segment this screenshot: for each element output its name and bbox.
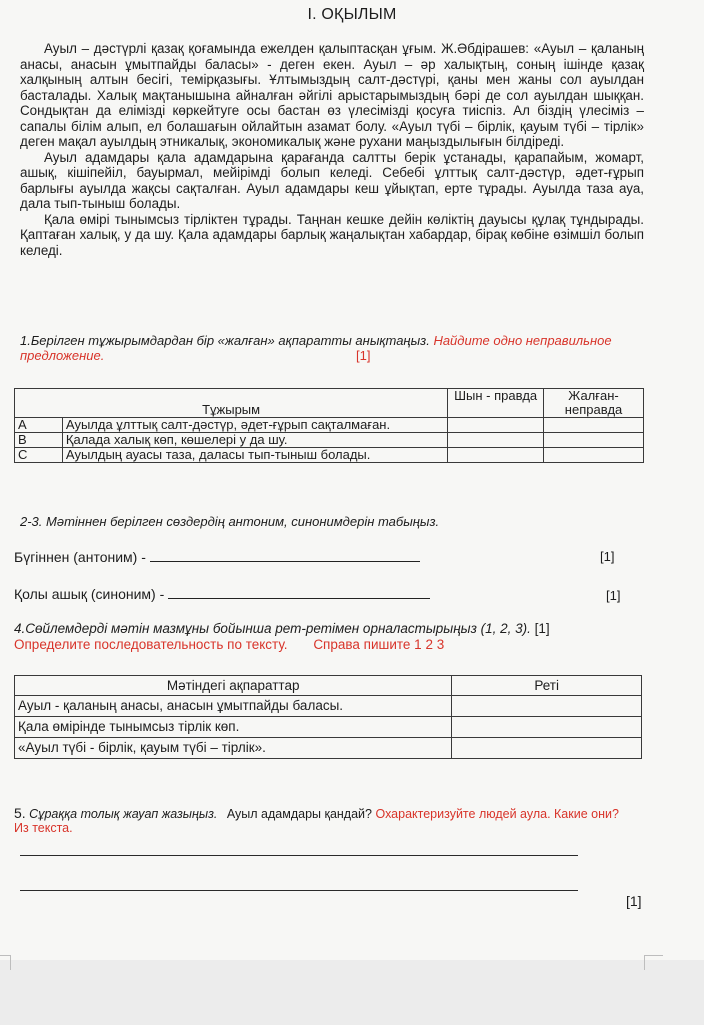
table-row (15, 738, 642, 759)
row-letter: С (15, 448, 63, 463)
question-1-table (14, 388, 644, 463)
table-row (15, 418, 644, 433)
table-row (15, 433, 644, 448)
question-1 (20, 333, 640, 363)
question-5-answer-line-1[interactable] (20, 855, 578, 856)
paragraph-2: Ауыл адамдары қала адамдарына қарағанда салтты берік ұстанады, қарапайым, жомарт, ашық, кішіпейіл, бауырмал, мейірімді болып келеді. Себебі ұлттық салт-дәстүр, әдет-ғұрып барлығы ауылда жақсы сақталған. Ауыл адамдары кеш ұйықтап, ерте тұрады. Ауылда таза ауа, дала тып-тыныш болады. (20, 149, 644, 211)
question-4-translation: Определите последовательность по тексту. (14, 637, 288, 652)
row-letter: В (15, 433, 63, 448)
header-info: Мәтіндегі ақпараттар (15, 676, 452, 696)
page-title: I. ОҚЫЛЫМ (307, 6, 397, 23)
question-5-mark: [1] (626, 893, 642, 909)
page-corner-mark-right (644, 955, 663, 970)
question-1-mark: [1] (356, 348, 371, 363)
paragraph-3: Қала өмірі тынымсыз тірліктен тұрады. Таңнан кешке дейін көліктің дауысы құлақ тұндырады. Қаптаған халық, у да шу. Қала адамдары барлық жаңалықтан хабардар, бірақ көбіне өзімшіл болып келеді. (20, 211, 644, 258)
question-2-3-text: 2-3. Мәтіннен берілген сөздердің антоним, синонимдерін табыңыз. (20, 514, 440, 529)
order-answer-cell[interactable] (452, 717, 642, 738)
question-2-item (14, 549, 420, 565)
row-statement: Ауылдың ауасы таза, даласы тып-тыныш болады. (62, 448, 447, 463)
table-header-row (15, 389, 644, 418)
question-5 (14, 806, 634, 835)
header-order: Реті (452, 676, 642, 696)
row-statement: Ауылда ұлттық салт-дәстүр, әдет-ғұрып сақталмаған. (62, 418, 447, 433)
question-4-hint: Справа пишите 1 2 3 (313, 637, 445, 652)
table-row (15, 448, 644, 463)
question-4 (14, 621, 654, 653)
page-footer-band (0, 960, 704, 1025)
table-header-row (15, 676, 642, 696)
row-info: Ауыл - қаланың анасы, анасын ұмытпайды баласы. (15, 696, 452, 717)
question-5-answer-line-2[interactable] (20, 890, 578, 891)
answer-cell-false[interactable] (544, 418, 644, 433)
page-corner-mark-left (0, 955, 11, 970)
question-3-answer-line[interactable] (168, 598, 430, 599)
question-5-translation: Охарактеризуйте людей аула. Какие они? Из текста. (14, 807, 619, 835)
answer-cell-true[interactable] (448, 418, 544, 433)
question-5-question: Ауыл адамдары қандай? (226, 807, 372, 821)
answer-cell-true[interactable] (448, 448, 544, 463)
header-true: Шын - правда (448, 389, 544, 418)
answer-cell-false[interactable] (544, 448, 644, 463)
row-letter: А (15, 418, 63, 433)
question-2-label: Бүгіннен (антоним) - (14, 549, 146, 565)
question-4-text: 4.Сөйлемдерді мәтін мазмұны бойынша рет-ретімен орналастырыңыз (1, 2, 3). (14, 621, 531, 636)
order-answer-cell[interactable] (452, 738, 642, 759)
paragraph-1: Ауыл – дәстүрлі қазақ қоғамында ежелден қалыптасқан ұғым. Ж.Әбдірашев: «Ауыл – қаланың анасы, анасын ұмытпайды баласы» - деген екен. Ауыл – әр халықтың, соның ішінде қазақ халқының алтын бесігі, темірқазығы. Ұлтымыздың салт-дәстүрі, қаны мен жаны сол ауылдан басталады. Халық мақтанышына айналған әйгілі арыстарымыздың бәрі де сол ауылдан шыққан. Сондықтан да елімізді көркейтуге осы бастан өз үлесімізді қосуға тиіспіз. Ал біздің үлесіміз – сапалы білім алып, ел болашағын ойлайтын азамат болу. «Ауыл түбі – бірлік, қауым түбі – тірлік» деген мақал ауылдың этникалық, экономикалық және рухани маңыздылығын білдіреді. (20, 41, 644, 149)
table-row (15, 696, 642, 717)
row-statement: Қалада халық көп, көшелері у да шу. (62, 433, 447, 448)
answer-cell-true[interactable] (448, 433, 544, 448)
order-answer-cell[interactable] (452, 696, 642, 717)
question-5-number: 5. (14, 805, 26, 821)
question-3-mark: [1] (606, 588, 621, 603)
header-statement: Тұжырым (15, 389, 448, 418)
question-1-translation: Найдите одно неправильное предложение. (20, 333, 612, 363)
row-info: «Ауыл түбі - бірлік, қауым түбі – тірлік». (15, 738, 452, 759)
table-row (15, 717, 642, 738)
answer-cell-false[interactable] (544, 433, 644, 448)
reading-text (20, 41, 644, 258)
row-info: Қала өмірінде тынымсыз тірлік көп. (15, 717, 452, 738)
question-2-mark: [1] (600, 549, 615, 564)
question-3-label: Қолы ашық (синоним) - (14, 586, 165, 602)
question-3-item (14, 586, 430, 602)
question-2-answer-line[interactable] (150, 561, 420, 562)
question-4-table (14, 675, 642, 759)
header-false: Жалған- неправда (544, 389, 644, 418)
question-5-instruction: Сұраққа толық жауап жазыңыз. (29, 807, 218, 821)
question-4-mark: [1] (534, 621, 550, 636)
question-1-text: 1.Берілген тұжырымдардан бір «жалған» ақпаратты анықтаңыз. (20, 333, 430, 348)
